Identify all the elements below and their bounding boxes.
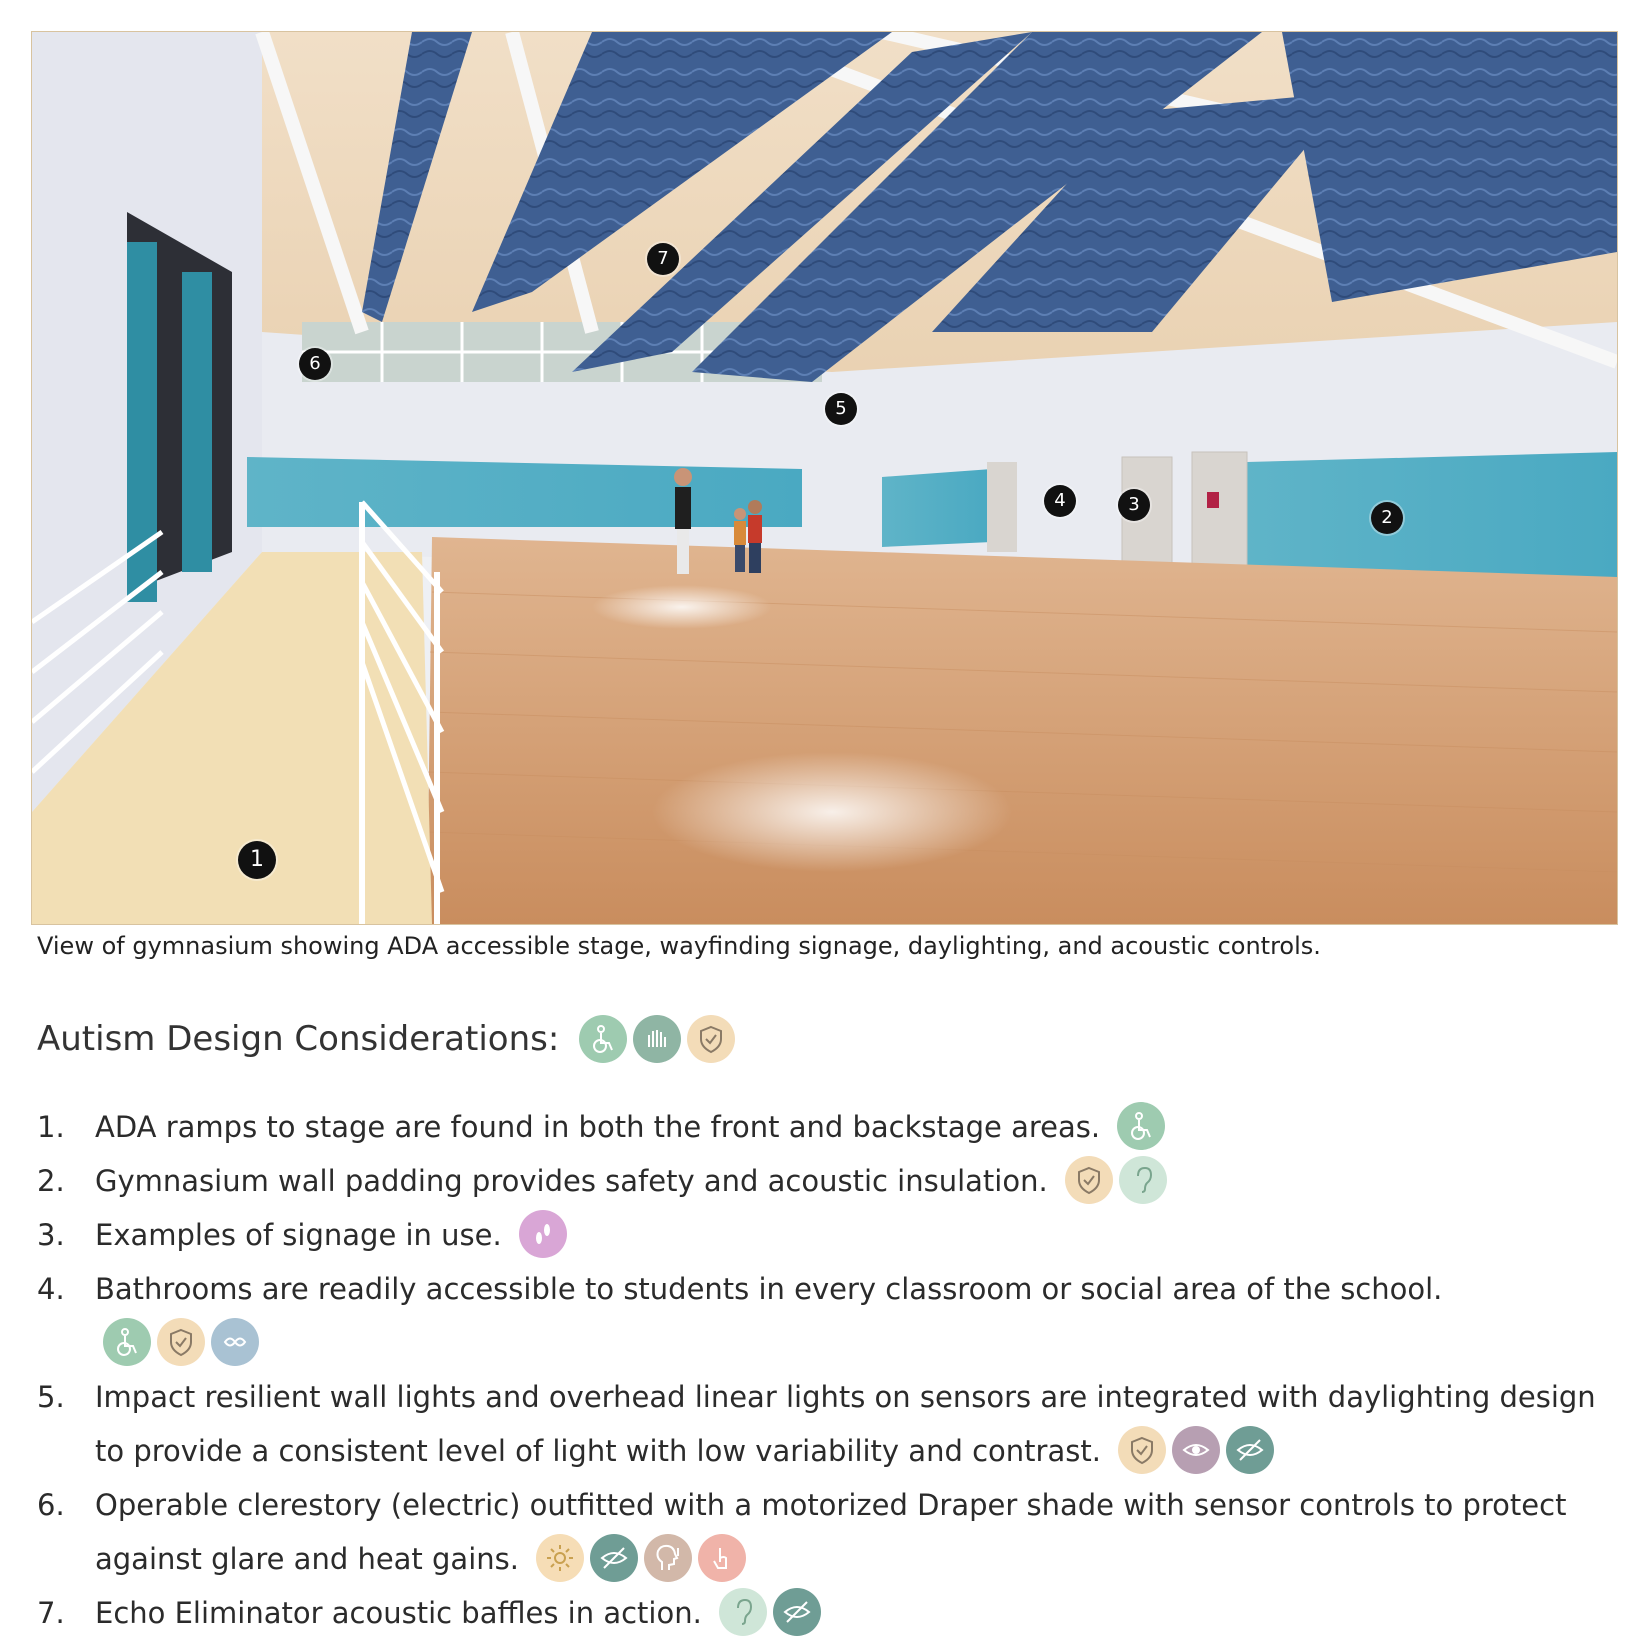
section-title	[37, 1015, 735, 1063]
list-item	[37, 1586, 1597, 1640]
list-item-icons	[719, 1588, 821, 1636]
callout-marker-2: 2	[1371, 502, 1403, 534]
list-item-text: ADA ramps to stage are found in both the front and backstage areas.	[95, 1110, 1101, 1144]
shield-icon	[1065, 1156, 1113, 1204]
list-item-text: Examples of signage in use.	[95, 1218, 502, 1252]
gymnasium-rendering	[31, 31, 1618, 925]
list-item-text: Echo Eliminator acoustic baffles in action.	[95, 1596, 702, 1630]
list-item-icons	[519, 1210, 567, 1258]
list-item-text: Impact resilient wall lights and overhead linear lights on sensors are integrated with daylighting design to provide a consistent level of light with low variability and contrast.	[95, 1380, 1596, 1468]
eye-icon	[1172, 1426, 1220, 1474]
list-item-icons	[103, 1318, 259, 1366]
eye-slash-icon	[773, 1588, 821, 1636]
wheelchair-icon	[103, 1318, 151, 1366]
ear-icon	[1119, 1156, 1167, 1204]
section-title-icons	[579, 1015, 735, 1063]
list-item-number: 6.	[37, 1488, 65, 1522]
head-thermometer-icon	[644, 1534, 692, 1582]
gymnasium-illustration	[32, 32, 1617, 924]
callout-marker-7: 7	[647, 243, 679, 275]
infinity-icon	[211, 1318, 259, 1366]
wheelchair-icon	[579, 1015, 627, 1063]
list-item	[37, 1262, 1597, 1370]
list-item-number: 7.	[37, 1596, 65, 1630]
list-item-text: Bathrooms are readily accessible to students in every classroom or social area of the school.	[95, 1272, 1443, 1306]
wheelchair-icon	[1117, 1102, 1165, 1150]
list-item-number: 2.	[37, 1164, 65, 1198]
callout-marker-6: 6	[299, 348, 331, 380]
hand-touch-icon	[698, 1534, 746, 1582]
list-item-text: Operable clerestory (electric) outfitted with a motorized Draper shade with sensor controls to protect against glare and heat gains.	[95, 1488, 1567, 1576]
callout-marker-1: 1	[238, 841, 276, 879]
sensory-hands-icon	[633, 1015, 681, 1063]
footsteps-icon	[519, 1210, 567, 1258]
list-item	[37, 1100, 1597, 1154]
list-item-number: 4.	[37, 1272, 65, 1306]
sun-icon	[536, 1534, 584, 1582]
ear-icon	[719, 1588, 767, 1636]
section-title-text: Autism Design Considerations:	[37, 1019, 560, 1059]
eye-slash-icon	[590, 1534, 638, 1582]
list-item-number: 1.	[37, 1110, 65, 1144]
callout-marker-3: 3	[1118, 489, 1150, 521]
eye-slash-icon	[1226, 1426, 1274, 1474]
list-item	[37, 1208, 1597, 1262]
list-item-icons	[1065, 1156, 1167, 1204]
list-item-number: 3.	[37, 1218, 65, 1252]
list-item	[37, 1370, 1597, 1478]
list-item-icons	[536, 1534, 746, 1582]
figure-caption: View of gymnasium showing ADA accessible stage, wayfinding signage, daylighting, and acoustic controls.	[37, 932, 1321, 960]
shield-icon	[687, 1015, 735, 1063]
list-item-icons	[1117, 1102, 1165, 1150]
list-item	[37, 1154, 1597, 1208]
shield-icon	[157, 1318, 205, 1366]
callout-marker-4: 4	[1044, 485, 1076, 517]
list-item-number: 5.	[37, 1380, 65, 1414]
list-item-icons	[1118, 1426, 1274, 1474]
shield-icon	[1118, 1426, 1166, 1474]
list-item-text: Gymnasium wall padding provides safety and acoustic insulation.	[95, 1164, 1048, 1198]
callout-marker-5: 5	[825, 393, 857, 425]
list-item	[37, 1478, 1597, 1586]
design-considerations-list	[37, 1100, 1597, 1640]
